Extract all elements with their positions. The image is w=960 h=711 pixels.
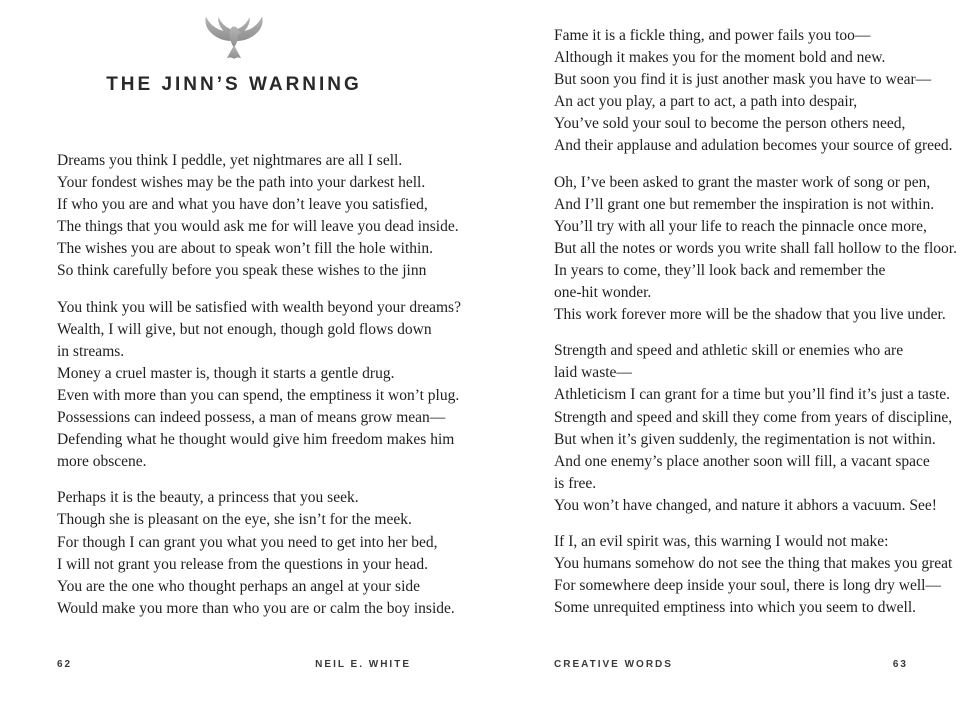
poem-line: If I, an evil spirit was, this warning I would not make:	[554, 532, 889, 550]
poem-line: But soon you find it is just another mask you have to wear—	[554, 71, 932, 89]
poem-line: Money a cruel master is, though it starts a gentle drug.	[57, 364, 395, 382]
poem-line: Defending what he thought would give him freedom makes him	[57, 431, 455, 449]
phoenix-eagle-icon	[57, 12, 411, 64]
poem-line: But all the notes or words you write shall fall hollow to the floor.	[554, 239, 957, 257]
poem-line: But when it’s given suddenly, the regimentation is not within.	[554, 430, 936, 448]
poem-line: So think carefully before you speak these wishes to the jinn	[57, 262, 427, 280]
poem-line: Strength and speed and skill they come from years of discipline,	[554, 408, 953, 426]
poem-stanza	[554, 172, 957, 327]
poem-stanza	[554, 340, 953, 517]
poem-stanza	[57, 297, 461, 474]
poem-stanza	[554, 531, 953, 619]
poem-line: I will not grant you release from the questions in your head.	[57, 555, 429, 573]
right-page-footer	[554, 659, 908, 670]
poem-line: Possessions can indeed possess, a man of means grow mean—	[57, 409, 446, 427]
running-title-book: CREATIVE WORDS	[554, 659, 673, 670]
poem-stanza	[57, 487, 455, 620]
poem-line: For somewhere deep inside your soul, there is long dry well—	[554, 577, 941, 595]
poem-line: Strength and speed and athletic skill or enemies who are	[554, 342, 904, 360]
poem-line: Would make you more than who you are or calm the boy inside.	[57, 599, 455, 617]
page-number-left: 62	[57, 659, 73, 670]
poem-body-left	[57, 150, 461, 620]
poem-line: You’ll try with all your life to reach the pinnacle once more,	[554, 217, 927, 235]
poem-line: If who you are and what you have don’t leave you satisfied,	[57, 196, 428, 214]
poem-line: in streams.	[57, 342, 125, 360]
poem-line: You won’t have changed, and nature it abhors a vacuum. See!	[554, 496, 937, 514]
poem-line: Even with more than you can spend, the emptiness it won’t plug.	[57, 386, 460, 404]
poem-line: more obscene.	[57, 453, 147, 471]
poem-line: And their applause and adulation becomes your source of greed.	[554, 137, 953, 155]
left-page-footer	[57, 659, 411, 670]
poem-line: laid waste—	[554, 364, 632, 382]
right-page	[554, 0, 957, 711]
page-number-right: 63	[892, 659, 908, 670]
poem-line: Although it makes you for the moment bold and new.	[554, 49, 886, 67]
poem-stanza	[554, 25, 953, 158]
poem-line: Athleticism I can grant for a time but you’ll find it’s just a taste.	[554, 386, 951, 404]
poem-stanza	[57, 150, 459, 283]
poem-body-right	[554, 25, 957, 619]
running-title-author: NEIL E. WHITE	[315, 659, 411, 670]
poem-line: is free.	[554, 474, 597, 492]
poem-line: In years to come, they’ll look back and remember the	[554, 261, 886, 279]
poem-line: You’ve sold your soul to become the person others need,	[554, 115, 906, 133]
poem-title: THE JINN’S WARNING	[106, 74, 362, 95]
poem-line: The wishes you are about to speak won’t fill the hole within.	[57, 240, 433, 258]
poem-line: And one enemy’s place another soon will fill, a vacant space	[554, 452, 930, 470]
poem-line: You are the one who thought perhaps an angel at your side	[57, 577, 421, 595]
poem-line: one-hit wonder.	[554, 284, 652, 302]
poem-line: This work forever more will be the shadow that you live under.	[554, 306, 946, 324]
poem-line: You think you will be satisfied with wealth beyond your dreams?	[57, 298, 461, 316]
poem-line: You humans somehow do not see the thing that makes you great	[554, 555, 953, 573]
poem-line: Oh, I’ve been asked to grant the master work of song or pen,	[554, 173, 931, 191]
poem-line: And I’ll grant one but remember the inspiration is not within.	[554, 195, 935, 213]
poem-line: Some unrequited emptiness into which you seem to dwell.	[554, 599, 917, 617]
left-page	[57, 0, 461, 711]
poem-line: For though I can grant you what you need to get into her bed,	[57, 533, 438, 551]
poem-line: Fame it is a fickle thing, and power fails you too—	[554, 27, 871, 44]
poem-line: Though she is pleasant on the eye, she isn’t for the meek.	[57, 511, 412, 529]
poem-line: Wealth, I will give, but not enough, though gold flows down	[57, 320, 432, 338]
poem-line: An act you play, a part to act, a path into despair,	[554, 93, 858, 111]
poem-line: Dreams you think I peddle, yet nightmares are all I sell.	[57, 152, 403, 169]
poem-line: Your fondest wishes may be the path into your darkest hell.	[57, 174, 426, 192]
poem-line: Perhaps it is the beauty, a princess that you seek.	[57, 489, 359, 507]
poem-line: The things that you would ask me for will leave you dead inside.	[57, 218, 459, 236]
